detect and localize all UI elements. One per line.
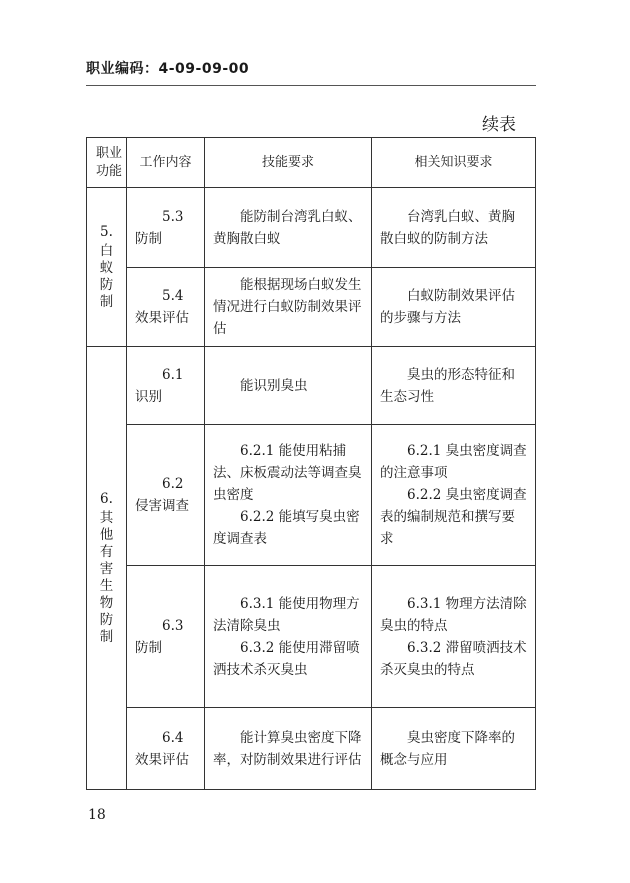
skills-table <box>86 137 536 790</box>
work-cell: 6.4 效果评估 <box>127 708 205 790</box>
knowledge-cell: 6.3.1 物理方法清除臭虫的特点 6.3.2 滞留喷洒技术杀灭臭虫的特点 <box>372 566 536 708</box>
table-row <box>87 566 536 708</box>
skill-cell: 6.2.1 能使用粘捕法、床板震动法等调查臭虫密度 6.2.2 能填写臭虫密度调查表 <box>205 425 372 566</box>
table-row <box>87 188 536 268</box>
func-6-number: 6. <box>100 491 113 507</box>
skill-cell: 能防制台湾乳白蚁、黄胸散白蚁 <box>205 188 372 268</box>
knowledge-cell: 台湾乳白蚁、黄胸散白蚁的防制方法 <box>372 188 536 268</box>
header-knowledge: 相关知识要求 <box>372 138 536 188</box>
header-skill: 技能要求 <box>205 138 372 188</box>
knowledge-cell: 臭虫密度下降率的概念与应用 <box>372 708 536 790</box>
header-work: 工作内容 <box>127 138 205 188</box>
table-row <box>87 708 536 790</box>
occupation-code: 职业编码：4-09-09-00 <box>86 61 250 77</box>
func-5-name: 白蚁防制 <box>99 243 114 310</box>
table-header-row <box>87 138 536 188</box>
table-row <box>87 268 536 347</box>
page-number: 18 <box>88 807 106 823</box>
knowledge-cell: 白蚁防制效果评估的步骤与方法 <box>372 268 536 347</box>
header-func: 职业功能 <box>87 138 127 188</box>
func-6-cell <box>87 347 127 790</box>
knowledge-cell: 臭虫的形态特征和生态习性 <box>372 347 536 425</box>
header-rule <box>86 85 536 86</box>
func-5-cell <box>87 188 127 347</box>
skill-cell: 能根据现场白蚁发生情况进行白蚁防制效果评估 <box>205 268 372 347</box>
work-cell: 5.3 防制 <box>127 188 205 268</box>
work-cell: 6.1 识别 <box>127 347 205 425</box>
skill-cell: 能识别臭虫 <box>205 347 372 425</box>
knowledge-cell: 6.2.1 臭虫密度调查的注意事项 6.2.2 臭虫密度调查表的编制规范和撰写要求 <box>372 425 536 566</box>
work-cell: 6.3 防制 <box>127 566 205 708</box>
table-row <box>87 347 536 425</box>
func-6-name: 其他有害生物防制 <box>99 510 114 645</box>
continued-label: 续表 <box>482 115 516 135</box>
table-row <box>87 425 536 566</box>
work-cell: 6.2 侵害调查 <box>127 425 205 566</box>
skill-cell: 6.3.1 能使用物理方法清除臭虫 6.3.2 能使用滞留喷洒技术杀灭臭虫 <box>205 566 372 708</box>
work-cell: 5.4 效果评估 <box>127 268 205 347</box>
func-5-number: 5. <box>100 224 113 240</box>
skill-cell: 能计算臭虫密度下降率，对防制效果进行评估 <box>205 708 372 790</box>
